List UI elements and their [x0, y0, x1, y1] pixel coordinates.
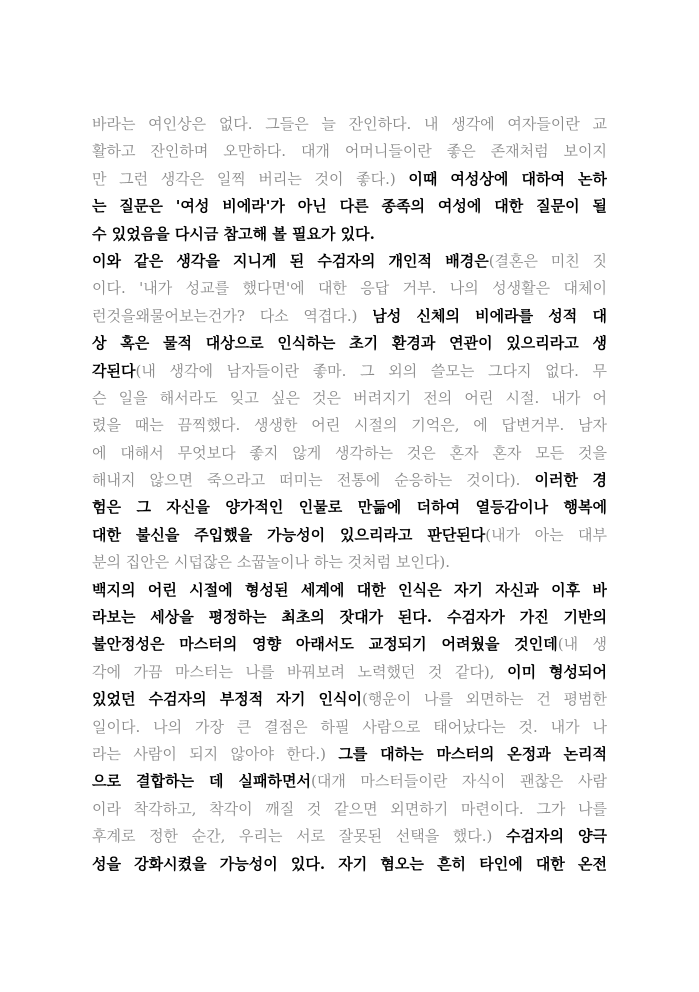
quoted-response-text: (대개 마스터들이란 자식이 괜찮은 사람: [310, 772, 607, 791]
analysis-text: 이미 형성되어: [507, 662, 607, 681]
analysis-text: 백지의 어린 시절에 형성된 세계에 대한 인식은 자기 자신과 이후 바: [92, 580, 607, 599]
quoted-response-text: (결혼은 미친 짓: [488, 251, 607, 270]
quoted-response-text: 이다. '내가 성교를 했다면'에 대한 응답 거부. 나의 성생활은 대체이: [92, 279, 607, 298]
quoted-response-text: 렸을 때는 끔찍했다. 생생한 어린 시절의 기억은, 에 답변거부. 남자: [92, 416, 607, 435]
text-line: [92, 741, 607, 768]
analysis-text: 험은 그 자신을 양가적인 인물로 만듦에 더하여 열등감이나 행복에: [92, 498, 607, 517]
text-line: [92, 494, 607, 521]
text-line: [92, 768, 607, 795]
analysis-text: 이러한 경: [534, 471, 607, 490]
quoted-response-text: 런것을왜물어보는건가? 다소 역겹다.): [92, 306, 373, 325]
text-line: [92, 659, 607, 686]
quoted-response-text: 일이다. 나의 가장 큰 결점은 하필 사람으로 태어났다는 것. 내가 나: [92, 717, 607, 736]
analysis-text: 각된다: [92, 361, 136, 380]
analysis-text: 수검자의 양극: [506, 827, 607, 846]
quoted-response-text: 활하고 잔인하며 오만하다. 대개 어머니들이란 좋은 존재처럼 보이지: [92, 142, 607, 161]
analysis-text: 있었던 수검자의 부정적 자기 인식이: [92, 690, 362, 709]
text-line: [92, 686, 607, 713]
text-line: [92, 221, 607, 248]
text-line: [92, 303, 607, 330]
quoted-response-text: 각에 가끔 마스터는 나를 바꿔보려 노력했던 것 같다),: [92, 662, 508, 681]
text-line: [92, 604, 607, 631]
analysis-text: 이와 같은 생각을 지니게 된 수검자의 개인적 배경은: [92, 251, 489, 270]
text-line: [92, 358, 607, 385]
text-line: [92, 796, 607, 823]
text-line: [92, 111, 607, 138]
quoted-response-text: 바라는 여인상은 없다. 그들은 늘 잔인하다. 내 생각에 여자들이란 교: [92, 115, 607, 133]
quoted-response-text: 이라 착각하고, 착각이 깨질 것 같으면 외면하기 마련이다. 그가 나를: [92, 799, 607, 818]
quoted-response-text: 후계로 정한 순간, 우리는 서로 잘못된 선택을 했다.): [92, 827, 506, 846]
analysis-text: 불안정성은 마스터의 영향 아래서도 교정되기 어려웠을 것인데: [92, 635, 558, 654]
quoted-response-text: 해내지 않으면 죽으라고 떠미는 전통에 순응하는 것이다).: [92, 471, 535, 490]
analysis-text: 이때 여성상에 대하여 논하: [408, 169, 607, 188]
quoted-response-text: 에 대해서 무엇보다 좋지 않게 생각하는 것은 혼자 혼자 모든 것을: [92, 443, 607, 462]
text-line: [92, 549, 607, 576]
quoted-response-text: (행운이 나를 외면하는 건 평범한: [361, 690, 607, 709]
analysis-text: 라보는 세상을 평정하는 최초의 잣대가 된다. 수검자가 가진 기반의: [92, 608, 607, 627]
text-line: [92, 193, 607, 220]
quoted-response-text: 분의 집안은 시덥잖은 소꿉놀이나 하는 것처럼 보인다).: [92, 553, 451, 572]
analysis-text: 대한 불신을 주입했을 가능성이 있으리라고 판단된다: [92, 525, 486, 544]
text-line: [92, 248, 607, 275]
analysis-text: 수 있었음을 다시금 참고해 볼 필요가 있다.: [92, 224, 375, 243]
analysis-text: 그를 대하는 마스터의 온정과 논리적: [338, 744, 607, 763]
quoted-response-text: (내가 아는 대부: [485, 525, 607, 544]
analysis-text: 는 질문은 '여성 비에라'가 아닌 다른 종족의 여성에 대한 질문이 될: [92, 197, 607, 216]
text-line: [92, 823, 607, 850]
quoted-response-text: 라는 사람이 되지 않아야 한다.): [92, 744, 339, 763]
text-line: [92, 577, 607, 604]
text-line: [92, 412, 607, 439]
text-line: [92, 522, 607, 549]
analysis-text: 상 혹은 물적 대상으로 인식하는 초기 환경과 연관이 있으리라고 생: [92, 334, 607, 353]
quoted-response-text: (내 생: [557, 635, 607, 654]
analysis-text: 남성 신체의 비에라를 성적 대: [372, 306, 607, 325]
text-line: [92, 440, 607, 467]
document-page: [92, 111, 607, 878]
text-line: [92, 385, 607, 412]
text-line: [92, 275, 607, 302]
analysis-text: 으로 결합하는 데 실패하면서: [92, 772, 311, 791]
text-line: [92, 166, 607, 193]
text-line: [92, 714, 607, 741]
quoted-response-text: 슨 일을 해서라도 잊고 싶은 것은 버려지기 전의 어린 시절. 내가 어: [92, 388, 607, 407]
text-line: [92, 851, 607, 878]
quoted-response-text: 만 그런 생각은 일찍 버리는 것이 좋다.): [92, 169, 409, 188]
text-line: [92, 631, 607, 658]
quoted-response-text: (내 생각에 남자들이란 좋마. 그 외의 쓸모는 그다지 없다. 무: [135, 361, 607, 380]
text-line: [92, 330, 607, 357]
analysis-text: 성을 강화시켰을 가능성이 있다. 자기 혐오는 흔히 타인에 대한 온전: [92, 854, 607, 873]
text-line: [92, 138, 607, 165]
text-line: [92, 467, 607, 494]
